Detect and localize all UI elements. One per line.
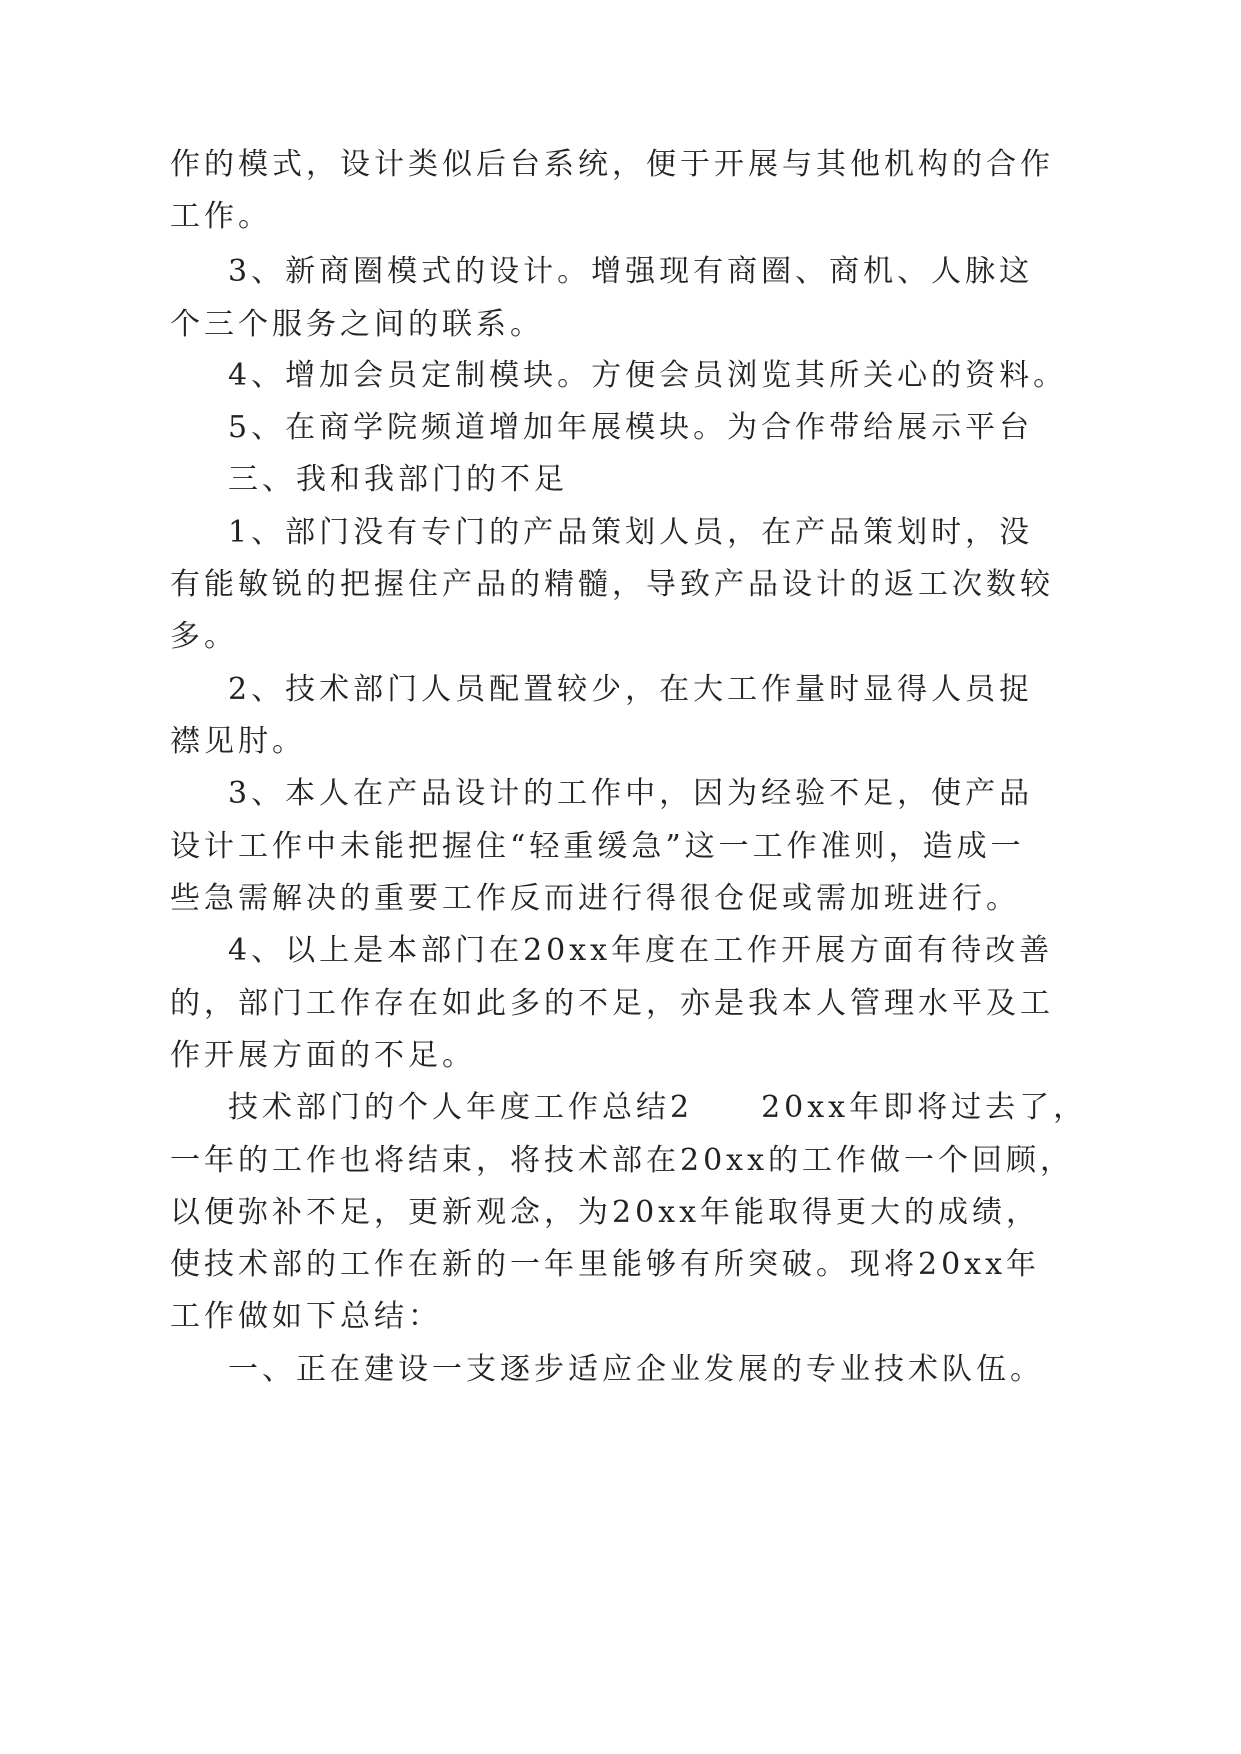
text-line: 4、增加会员定制模块。方便会员浏览其所关心的资料。 [228,358,1068,393]
text-line: 5、在商学院频道增加年展模块。为合作带给展示平台 [228,410,1034,445]
text-line: 多。 [170,619,238,654]
text-line: 的，部门工作存在如此多的不足，亦是我本人管理水平及工 [170,986,1054,1021]
text-line: 设计工作中未能把握住“轻重缓急”这一工作准则，造成一 [170,829,1025,864]
text-line: 4、以上是本部门在20xx年度在工作开展方面有待改善 [228,933,1054,968]
text-line: 1、部门没有专门的产品策划人员，在产品策划时，没 [228,515,1034,550]
text-line: 有能敏锐的把握住产品的精髓，导致产品设计的返工次数较 [170,567,1054,602]
text-line: 3、新商圈模式的设计。增强现有商圈、商机、人脉这 [228,254,1034,289]
text-line: 个三个服务之间的联系。 [170,307,544,342]
text-line: 3、本人在产品设计的工作中，因为经验不足，使产品 [228,776,1034,811]
text-line: 工作。 [170,199,272,234]
text-line: 以便弥补不足，更新观念，为20xx年能取得更大的成绩， [170,1195,1041,1230]
text-line: 襟见肘。 [170,724,306,759]
text-line: 些急需解决的重要工作反而进行得很仓促或需加班进行。 [170,881,1020,916]
text-line: 技术部门的个人年度工作总结2 20xx年即将过去了， [228,1090,1088,1125]
text-line: 使技术部的工作在新的一年里能够有所突破。现将20xx年 [170,1247,1041,1282]
text-line: 作的模式，设计类似后台系统，便于开展与其他机构的合作 [170,147,1054,182]
text-line: 工作做如下总结： [170,1299,442,1334]
text-line: 作开展方面的不足。 [170,1038,476,1073]
section-heading: 一、正在建设一支逐步适应企业发展的专业技术队伍。 [228,1352,1044,1387]
text-line: 2、技术部门人员配置较少，在大工作量时显得人员捉 [228,672,1034,707]
section-heading: 三、我和我部门的不足 [228,462,568,497]
text-line: 一年的工作也将结束，将技术部在20xx的工作做一个回顾， [170,1143,1075,1178]
